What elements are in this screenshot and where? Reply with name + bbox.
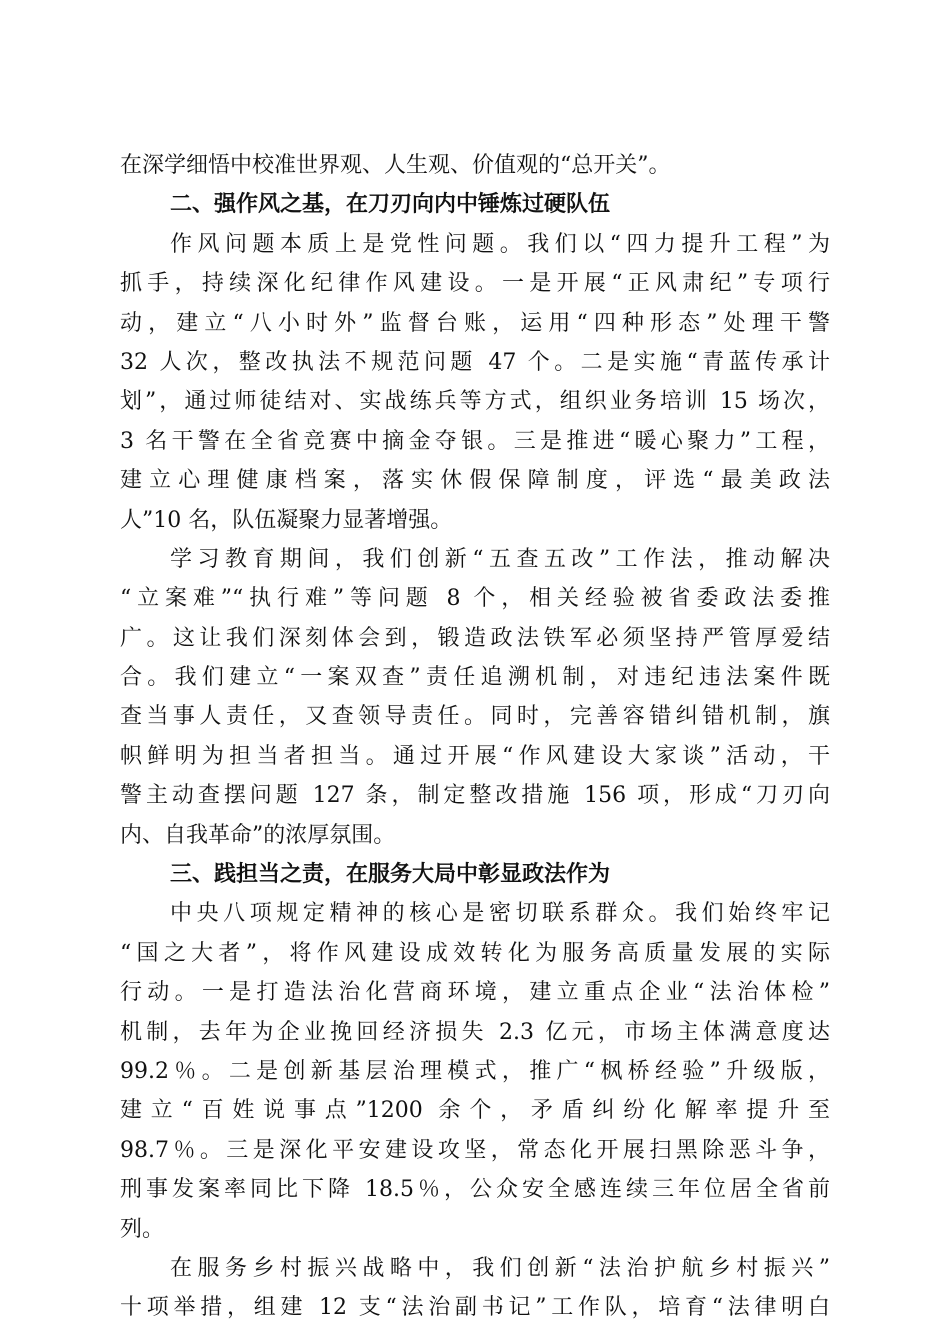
paragraph-line: “立案难”“执行难”等问题 8 个，相关经验被省委政法委推: [120, 586, 830, 612]
paragraph-line: 99.2％。二是创新基层治理模式，推广“枫桥经验”升级版，: [120, 1058, 830, 1084]
paragraph-last-line: 人”10 名，队伍凝聚力显著增强。: [120, 507, 453, 533]
section-heading: 二、强作风之基，在刀刃向内中锤炼过硬队伍: [170, 192, 611, 218]
paragraph-line: 刑事发案率同比下降 18.5％，公众安全感连续三年位居全省前: [120, 1177, 830, 1203]
paragraph-last-line: 在深学细悟中校准世界观、人生观、价值观的“总开关”。: [120, 153, 671, 178]
paragraph-line: 建立“百姓说事点”1200 余个，矛盾纠纷化解率提升至: [120, 1098, 830, 1124]
section-heading: 三、践担当之责，在服务大局中彰显政法作为: [170, 862, 611, 888]
paragraph-first-line: 在服务乡村振兴战略中，我们创新“法治护航乡村振兴”: [170, 1255, 830, 1281]
paragraph-line: 十项举措，组建 12 支“法治副书记”工作队，培育“法律明白: [120, 1295, 830, 1321]
paragraph-line: “国之大者”，将作风建设成效转化为服务高质量发展的实际: [120, 940, 830, 966]
paragraph-first-line: 中央八项规定精神的核心是密切联系群众。我们始终牢记: [170, 901, 830, 927]
paragraph-first-line: 学习教育期间，我们创新“五查五改”工作法，推动解决: [170, 546, 830, 572]
paragraph-line: 警主动查摆问题 127 条，制定整改措施 156 项，形成“刀刃向: [120, 783, 830, 809]
paragraph-line: 建立心理健康档案，落实休假保障制度，评选“最美政法: [120, 468, 830, 494]
paragraph-line: 抓手，持续深化纪律作风建设。一是开展“正风肃纪”专项行: [120, 271, 830, 297]
paragraph-line: 动，建立“八小时外”监督台账，运用“四种形态”处理干警: [120, 310, 830, 336]
paragraph-line: 98.7％。三是深化平安建设攻坚，常态化开展扫黑除恶斗争，: [120, 1137, 830, 1163]
paragraph-last-line: 列。: [120, 1216, 165, 1242]
paragraph-line: 行动。一是打造法治化营商环境，建立重点企业“法治体检”: [120, 980, 830, 1006]
paragraph-line: 32 人次，整改执法不规范问题 47 个。二是实施“青蓝传承计: [120, 349, 830, 375]
paragraph-line: 查当事人责任，又查领导责任。同时，完善容错纠错机制，旗: [120, 704, 830, 730]
paragraph-line: 广。这让我们深刻体会到，锻造政法铁军必须坚持严管厚爱结: [120, 625, 830, 651]
paragraph-line: 3 名干警在全省竞赛中摘金夺银。三是推进“暖心聚力”工程，: [120, 428, 830, 454]
paragraph-line: 帜鲜明为担当者担当。通过开展“作风建设大家谈”活动，干: [120, 743, 830, 769]
paragraph-line: 机制，去年为企业挽回经济损失 2.3 亿元，市场主体满意度达: [120, 1019, 830, 1045]
paragraph-line: 划”，通过师徒结对、实战练兵等方式，组织业务培训 15 场次，: [120, 389, 830, 415]
paragraph-line: 合。我们建立“一案双查”责任追溯机制，对违纪违法案件既: [120, 665, 830, 691]
document-body: [120, 146, 830, 1328]
paragraph-last-line: 内、自我革命”的浓厚氛围。: [120, 822, 396, 848]
paragraph-first-line: 作风问题本质上是党性问题。我们以“四力提升工程”为: [170, 231, 830, 257]
